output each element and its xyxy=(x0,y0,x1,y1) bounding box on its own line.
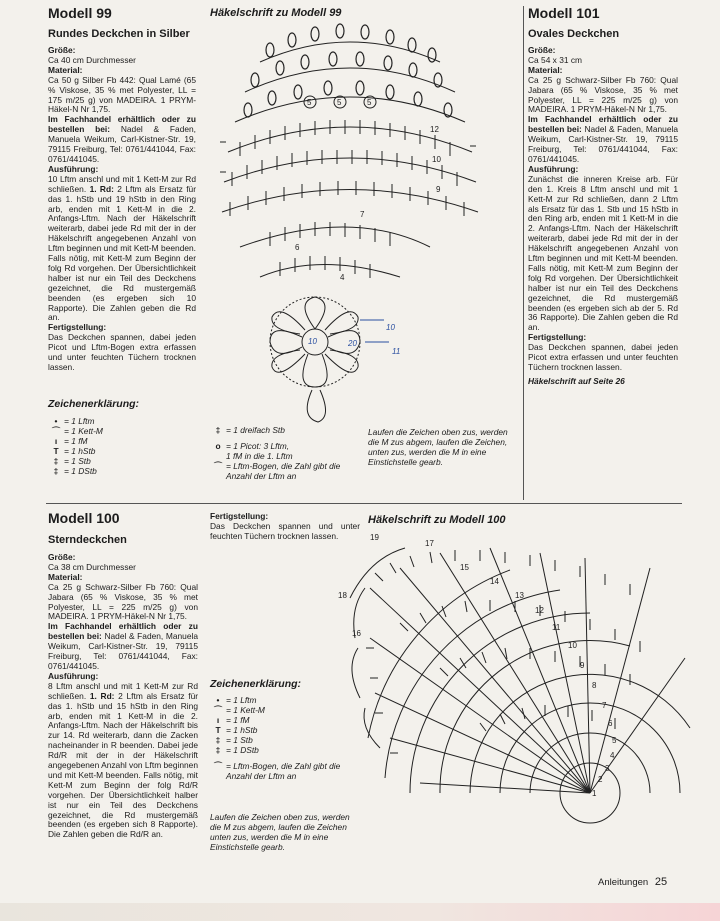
handwritten-label: 20 xyxy=(348,339,357,348)
m99-crochet-diagram xyxy=(200,22,518,440)
round-label: 7 xyxy=(360,210,365,219)
row-label: 10 xyxy=(568,641,577,650)
m100-title: Modell 100 xyxy=(48,510,120,526)
legend-item: = Lftm-Bogen, die Zahl gibt die xyxy=(226,461,341,471)
legend-item: = 1 Stb xyxy=(226,735,253,745)
row-label: 16 xyxy=(352,629,361,638)
legend-item: 1 fM in die 1. Lftm xyxy=(226,451,293,461)
handwritten-label: 10 xyxy=(308,337,317,346)
row-label: 14 xyxy=(490,577,499,586)
handwritten-label: 11 xyxy=(392,347,401,356)
m99-fert-label: Fertigstellung: xyxy=(48,322,107,333)
legend-item: = 1 fM xyxy=(64,436,88,446)
round-label: 6 xyxy=(295,243,300,252)
lftm-symbol: • xyxy=(54,416,58,426)
m101-groesse: Ca 54 x 31 cm xyxy=(528,54,582,65)
m101-groesse-label: Größe: xyxy=(528,45,556,55)
column-rule xyxy=(523,6,524,500)
m101-instructions xyxy=(528,46,678,387)
stb-symbol: ‡ xyxy=(53,456,59,466)
row-label: 9 xyxy=(580,661,585,670)
row-label: 13 xyxy=(515,591,524,600)
m100-handel-rest: Nadel & Faden, Manuela Weikum, Carl-Kistner-Str. 19, 79115 Freiburg, Tel: 0761/441044, Fax: 0761/441045. xyxy=(48,631,198,671)
bogen-symbol: ⌒ xyxy=(213,461,223,471)
m101-fert: Das Deckchen spannen, dabei jeden Picot extra erfassen und unter feuchten Tüchern trocknen lassen. xyxy=(528,342,678,372)
m101-ausf: Zunächst die inneren Kreise arb. Für den 1. Kreis 8 Lftm anschl und mit 1 Kett-M zur Rd schließen, dann 2 Lftm als Ersatz für das 1. Stb und 15 hStb in den Ring arb, enden mit 1 Kett-M in die 2. Anfangs-Lftm. Nach der Häkelschrift weiterarb, dabei jede Rd mit der in der Häkelschrift angegebenen Anzahl von Lftm beginnen und mit Kett-M beenden. Falls nötig, mit Kett-M zum Beginn der folg Rd vorgehen. Der Übersichtlichkeit halber ist nur ein Teil des Deckchens gezeichnet, die Rd mustergemäß beenden (es ergeben sich ab der 5. Rd 36 Rapporte). Die Zahlen geben die Rd an. xyxy=(528,173,678,333)
m100-ausf-rd: 1. Rd: xyxy=(89,690,115,701)
round-label: 12 xyxy=(430,125,439,134)
m99-groesse: Ca 40 cm Durchmesser xyxy=(48,54,136,65)
m99-ausf-label: Ausführung: xyxy=(48,163,99,174)
m99-legend-title: Zeichenerklärung: xyxy=(48,398,140,410)
m100-legend-title: Zeichenerklärung: xyxy=(210,678,302,690)
m101-handel: Im Fachhandel erhältlich oder zu bestellen bei: xyxy=(528,114,678,135)
m99-groesse-label: Größe: xyxy=(48,45,76,55)
m99-material: Ca 50 g Silber Fb 442: Qual Lamé (65 % Viskose, 35 % met Polyester, LL = 175 m/25 g) von MADEIRA. 1 PRYM-Häkel-N Nr 1,75. xyxy=(48,74,196,115)
round-label: 4 xyxy=(340,273,345,282)
m99-ausf-rd: 1. Rd: xyxy=(89,183,114,194)
m100-note: Laufen die Zeichen oben zus, werden die M zus abgem, laufen die Zeichen unten zus, werden die M in eine Einstichstelle gearb. xyxy=(210,812,350,852)
legend-item: = Lftm-Bogen, die Zahl gibt die xyxy=(226,761,341,771)
m101-material: Ca 25 g Schwarz-Silber Fb 760: Qual Jabara (65 % Viskose, 35 % met Polyester, LL = 225 m/25 g) von MADEIRA. 1 PRYM-Häkel-N Nr 1,75. xyxy=(528,74,678,115)
round-label: 5 xyxy=(307,98,312,107)
m99-title: Modell 99 xyxy=(48,5,112,21)
legend-item: = 1 Kett-M xyxy=(226,705,265,715)
lftm-symbol: • xyxy=(216,695,220,705)
m100-instructions xyxy=(48,553,198,840)
row-label: 12 xyxy=(535,606,544,615)
m99-ausf-2: 2 Lftm als Ersatz für das 1. hStb und 19 hStb in den Ring arb, enden mit 1 Kett-M in die 2. Anfangs-Lftm. Nach der Häkelschrift weiterarb, dabei jede Rd mit der in der Häkelschrift angegebenen Anzahl von Lftm beginnen und mit Kett-M beenden. Falls nötig, mit Kett-M zum Beginn der folg Rd vorgehen. Der Übersichtlichkeit halber ist nur ein Teil des Deckchens gezeichnet, die Rd mustergemäß beenden (es ergeben sich 10 Rapporte). Die Zahlen geben die Rd an. xyxy=(48,183,196,323)
row-label: 3 xyxy=(605,764,610,773)
legend-item: = 1 Stb xyxy=(64,456,91,466)
bogen-symbol: ⌒ xyxy=(213,761,223,771)
m101-title: Modell 101 xyxy=(528,5,600,21)
row-label: 6 xyxy=(608,719,613,728)
m100-ausf-label: Ausführung: xyxy=(48,670,99,681)
legend-item: = 1 Lftm xyxy=(64,416,95,426)
legend-item: = 1 hStb xyxy=(64,446,96,456)
legend-item: = 1 hStb xyxy=(226,725,258,735)
fm-symbol: ı xyxy=(54,436,58,446)
dstb-symbol: ‡ xyxy=(53,466,59,476)
hstb-symbol: T xyxy=(215,725,221,735)
m100-material: Ca 25 g Schwarz-Silber Fb 760: Qual Jabara (65 % Viskose, 35 % met Polyester, LL = 225 m/25 g) von MADEIRA. 1 PRYM-Häkel-N Nr 1,75. xyxy=(48,581,198,622)
m100-crochet-diagram xyxy=(330,528,700,858)
round-label: 10 xyxy=(432,155,441,164)
picot-symbol: o xyxy=(215,441,221,451)
m99-subtitle: Rundes Deckchen in Silber xyxy=(48,28,190,40)
m99-ausf-1: 10 Lftm anschl und mit 1 Kett-M zur Rd schließen. xyxy=(48,173,196,194)
m100-ausf-1: 8 Lftm anschl und mit 1 Kett-M zur Rd schließen. xyxy=(48,680,198,701)
dreifach-symbol: ‡ xyxy=(215,425,221,435)
row-label: 2 xyxy=(598,775,603,784)
row-label: 7 xyxy=(602,701,607,710)
handwritten-label: 10 xyxy=(386,323,395,332)
m99-note: Laufen die Zeichen oben zus, werden die M zus abgem, laufen die Zeichen, unten zus, werden die M in eine Einstichstelle gearb. xyxy=(368,427,508,467)
m100-subtitle: Sterndeckchen xyxy=(48,534,127,546)
m100-material-label: Material: xyxy=(48,571,83,582)
m100-fert-label: Fertigstellung: xyxy=(210,511,269,521)
legend-item: = 1 Kett-M xyxy=(64,426,103,436)
kett-symbol: ⌒ xyxy=(213,705,223,715)
footer xyxy=(598,876,667,888)
round-label: 9 xyxy=(436,185,441,194)
m101-ausf-label: Ausführung: xyxy=(528,163,579,174)
m100-groesse-label: Größe: xyxy=(48,552,76,562)
row-label: 17 xyxy=(425,539,434,548)
round-label: 5 xyxy=(367,98,372,107)
row-label: 1 xyxy=(592,789,597,798)
m101-material-label: Material: xyxy=(528,64,563,75)
dstb-symbol: ‡ xyxy=(215,745,221,755)
row-label: 19 xyxy=(370,533,379,542)
m99-handel: Im Fachhandel erhältlich oder zu bestellen bei: xyxy=(48,114,196,135)
m101-handel-rest: Nadel & Faden, Manuela Weikum, Carl-Kistner-Str. 19, 79115 Freiburg, Tel: 0761/441044, Fax: 0761/441045. xyxy=(528,124,678,164)
m101-ref: Häkelschrift auf Seite 26 xyxy=(528,375,625,386)
m100-groesse: Ca 38 cm Durchmesser xyxy=(48,561,136,572)
legend-item: = 1 DStb xyxy=(64,466,97,476)
row-label: 15 xyxy=(460,563,469,572)
m99-instructions xyxy=(48,46,196,373)
legend-item: = 1 DStb xyxy=(226,745,259,755)
m100-handel: Im Fachhandel erhältlich oder zu bestellen bei: xyxy=(48,621,198,642)
legend-item: Anzahl der Lftm an xyxy=(226,471,297,481)
m101-fert-label: Fertigstellung: xyxy=(528,332,587,343)
row-label: 11 xyxy=(552,623,561,632)
hstb-symbol: T xyxy=(53,446,59,456)
legend-item: = 1 fM xyxy=(226,715,250,725)
round-label: 5 xyxy=(337,98,342,107)
stb-symbol: ‡ xyxy=(215,735,221,745)
m99-fert: Das Deckchen spannen, dabei jeden Picot und Lftm-Bogen extra erfassen und unter feuchten Tüchern trocknen lassen. xyxy=(48,332,196,372)
kett-symbol: ⌒ xyxy=(51,426,61,436)
fm-symbol: ı xyxy=(216,715,220,725)
row-label: 4 xyxy=(610,751,615,760)
m99-diagram-title: Häkelschrift zu Modell 99 xyxy=(210,7,342,19)
legend-item: = 1 dreifach Stb xyxy=(226,425,285,435)
legend-item: Anzahl der Lftm an xyxy=(226,771,297,781)
m99-material-label: Material: xyxy=(48,64,83,75)
legend-item: = 1 Lftm xyxy=(226,695,257,705)
footer-section: Anleitungen xyxy=(598,877,649,888)
row-label: 5 xyxy=(612,736,617,745)
legend-item: = 1 Picot: 3 Lftm, xyxy=(226,441,290,451)
m100-ausf-2: 2 Lftm als Ersatz für das 1. hStb und 15 hStb in den Ring arb, enden mit 1 Kett-M in die 2. Anfangs-Lftm. Nach der Häkelschrift bis zur 14. Rd weiterarb, dann die Zacken nacheinander in R beenden. Dabei jede Rd/R mit der in der Häkelschrift angegebenen Anzahl von Lftm beginnen und mit Kett-M beenden. Falls nötig, mit Kett-M zum Beginn der folg Rd/R vorgehen. Der Übersichtlichkeit halber ist nur ein Teil des Deckchens gezeichnet, die Rd mustergemäß beenden (es ergeben sich 8 Rapporte). Die Zahlen geben die Rd/R an. xyxy=(48,690,199,840)
section-rule xyxy=(46,503,682,504)
m99-handel-rest: Nadel & Faden, Manuela Weikum, Carl-Kistner-Str. 19, 79115 Freiburg, Tel: 0761/441044, Fax: 0761/441045. xyxy=(48,124,196,164)
m100-fert: Das Deckchen spannen und unter feuchten Tüchern trocknen lassen. xyxy=(210,520,360,541)
row-label: 8 xyxy=(592,681,597,690)
row-label: 18 xyxy=(338,591,347,600)
m99-legend xyxy=(48,416,198,476)
m101-subtitle: Ovales Deckchen xyxy=(528,28,620,40)
page-edge xyxy=(0,903,720,921)
m100-diagram-title: Häkelschrift zu Modell 100 xyxy=(368,514,506,526)
page-number: 25 xyxy=(654,876,668,888)
